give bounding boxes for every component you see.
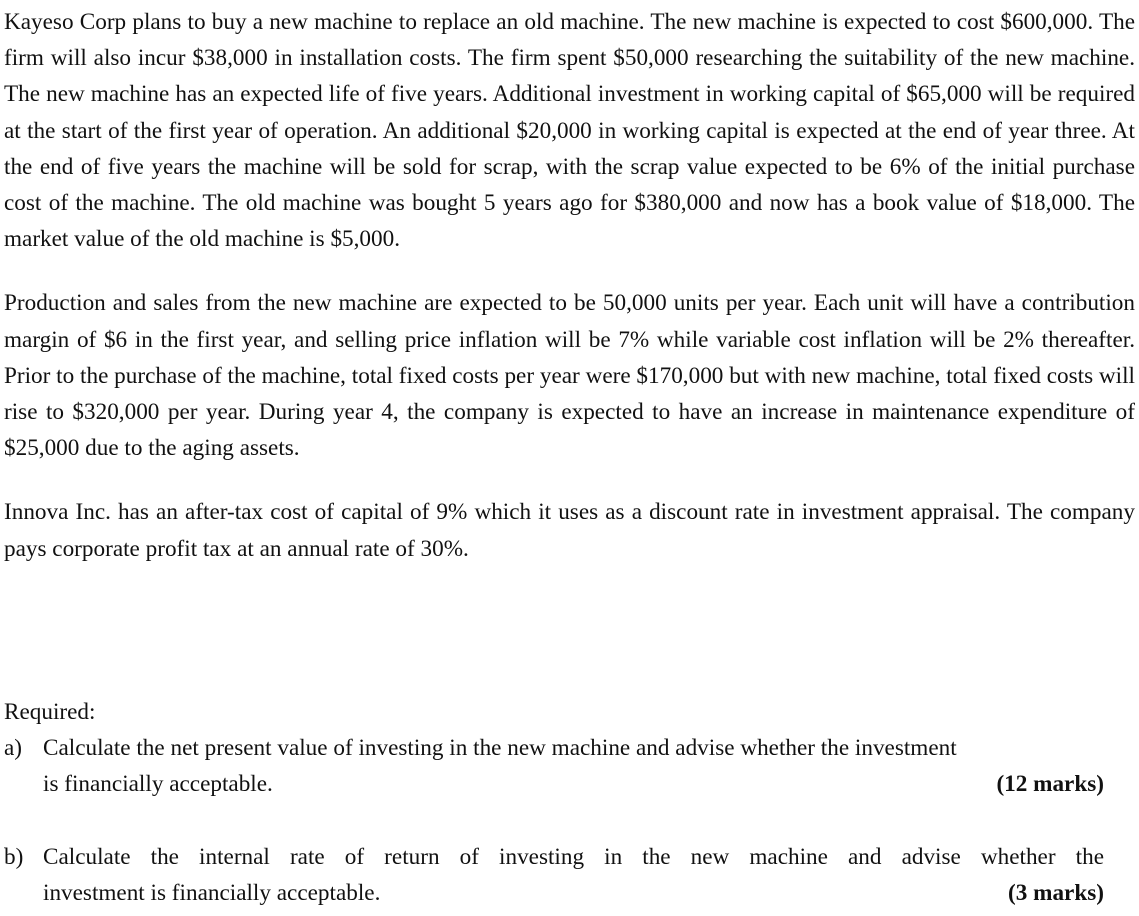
required-label: Required: [4, 699, 96, 725]
question-b-marks: (3 marks) [1008, 880, 1104, 906]
question-b-line1: Calculate the internal rate of return of investing in the new machine and advise whether the [43, 844, 1104, 870]
question-b [4, 839, 1104, 911]
paragraph-cost-of-capital: Innova Inc. has an after-tax cost of capital of 9% which it uses as a discount rate in investment appraisal. The company pays corporate profit tax at an annual rate of 30%. [4, 499, 1135, 562]
question-b-line2: investment is financially acceptable. [43, 880, 381, 906]
question-b-line2-row [43, 875, 1104, 911]
paragraph-production-sales: Production and sales from the new machine are expected to be 50,000 units per year. Each unit will have a contribution margin of $6 in the first year, and selling price inflation will be 7% while variable cost inflation will be 2% thereafter. Prior to the purchase of the machine, total fixed costs per year were $170,000 but with new machine, total fixed costs will rise to $320,000 per year. During year 4, the company is expected to have an increase in maintenance expenditure of $25,000 due to the aging assets. [4, 290, 1135, 462]
question-a-marks: (12 marks) [996, 771, 1104, 797]
question-a-line2-row [43, 766, 1104, 802]
question-a-line2: is financially acceptable. [43, 771, 273, 797]
question-a [4, 730, 1104, 802]
paragraph-machine-details: Kayeso Corp plans to buy a new machine to replace an old machine. The new machine is expected to cost $600,000. The firm will also incur $38,000 in installation costs. The firm spent $50,000 researching the suitability of the new machine. The new machine has an expected life of five years. Additional investment in working capital of $65,000 will be required at the start of the first year of operation. An additional $20,000 in working capital is expected at the end of year three. At the end of five years the machine will be sold for scrap, with the scrap value expected to be 6% of the initial purchase cost of the machine. The old machine was bought 5 years ago for $380,000 and now has a book value of $18,000. The market value of the old machine is $5,000. [4, 9, 1135, 253]
case-study-text [4, 4, 1135, 567]
required-section [4, 694, 1104, 911]
question-a-letter: a) [4, 735, 23, 761]
question-a-line1: Calculate the net present value of investing in the new machine and advise whether the investment [43, 735, 957, 761]
question-b-letter: b) [4, 844, 24, 870]
